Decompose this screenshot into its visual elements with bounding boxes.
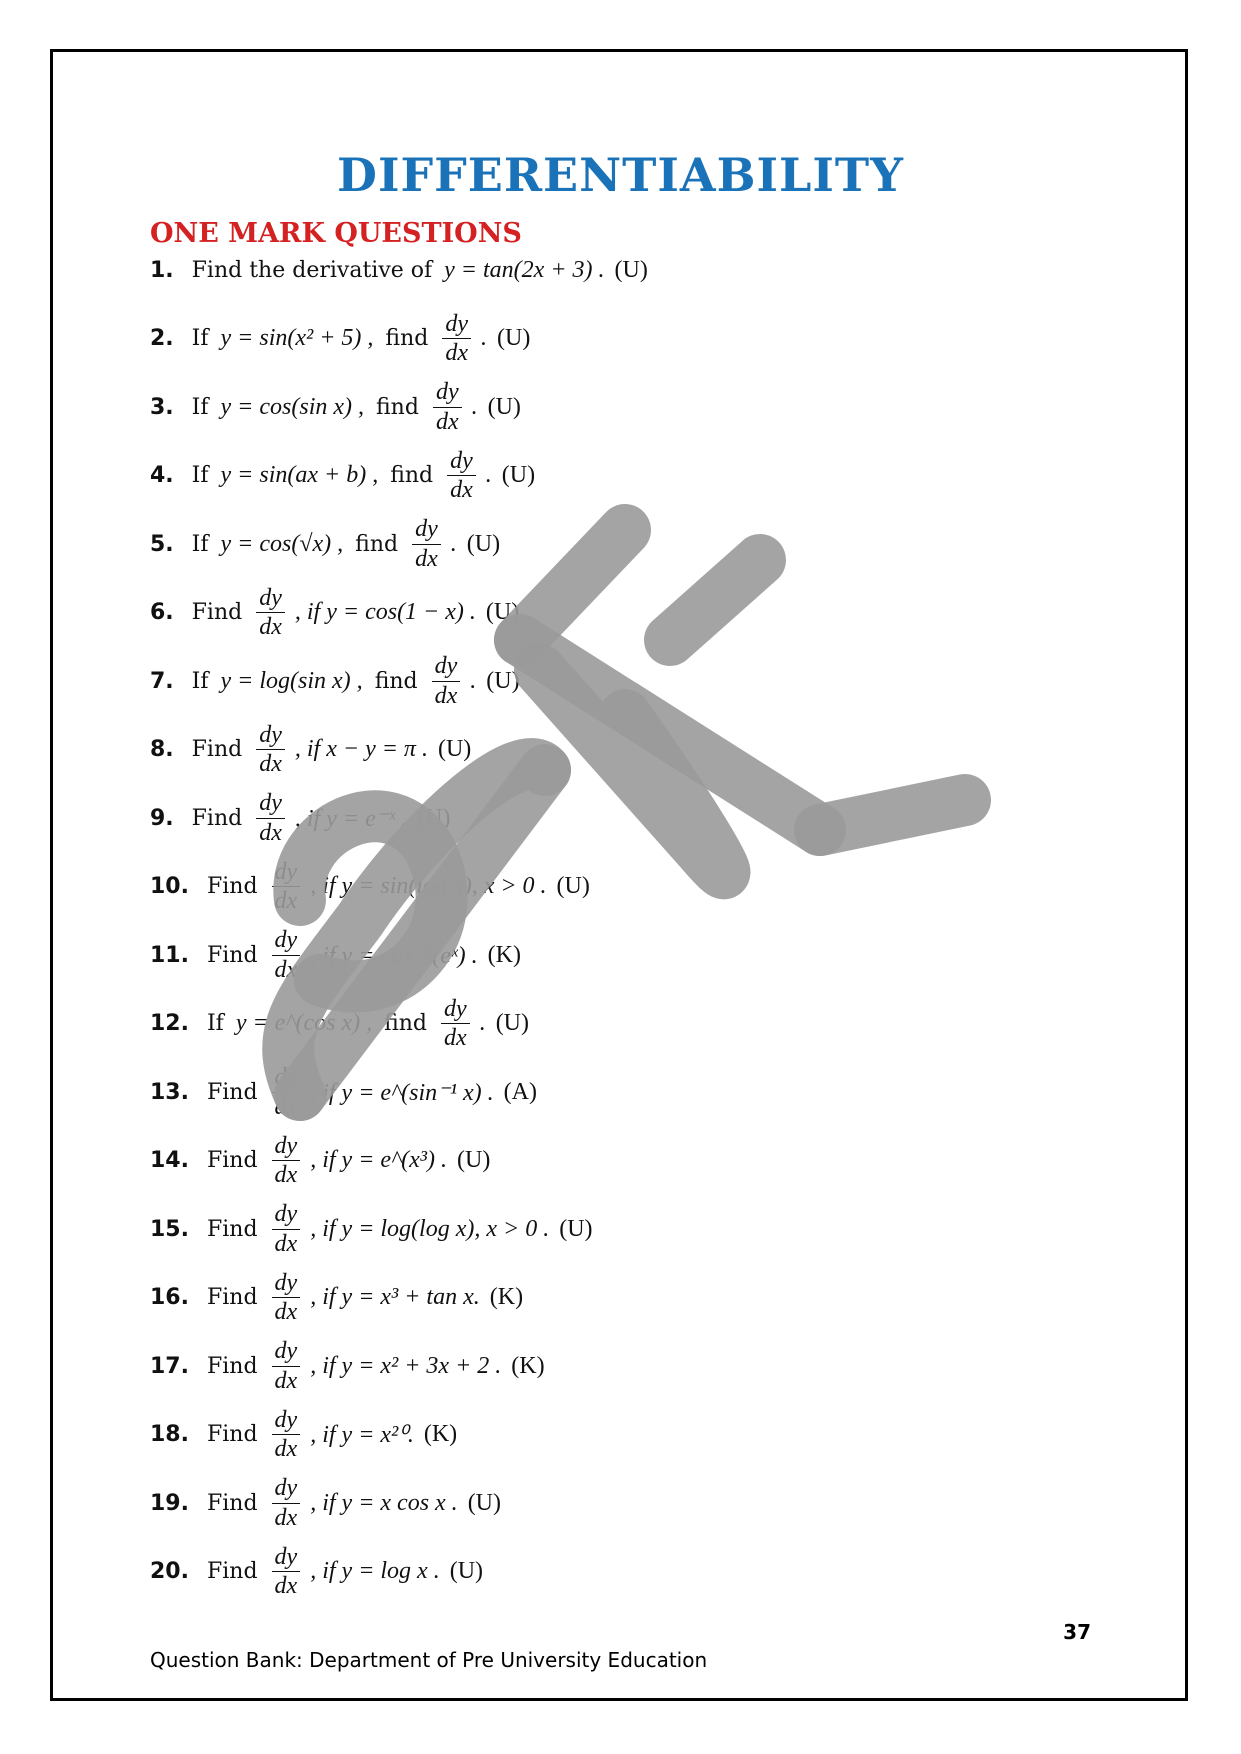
- fraction-denominator: dx: [274, 956, 298, 983]
- question-number: 10.: [150, 874, 189, 899]
- fraction-denominator: dx: [274, 1230, 298, 1257]
- question-condition: , if y = sin(log x), x > 0 .: [310, 873, 547, 899]
- question-item: [150, 512, 500, 576]
- question-item: [150, 1060, 537, 1124]
- dy-dx-fraction: [272, 1544, 301, 1600]
- question-number: 16.: [150, 1285, 189, 1310]
- question-lead-text: Find: [191, 600, 243, 625]
- question-condition: , if y = log x .: [310, 1558, 440, 1584]
- question-item: [150, 1266, 523, 1330]
- difficulty-tag: (U): [487, 393, 521, 420]
- difficulty-tag: (K): [489, 1284, 524, 1310]
- question-number: 12.: [150, 1011, 189, 1036]
- question-number: 19.: [150, 1490, 189, 1516]
- fraction-denominator: dx: [259, 751, 282, 777]
- difficulty-tag: (K): [511, 1352, 545, 1379]
- fraction-denominator: dx: [274, 1504, 298, 1531]
- dy-dx-fraction: [433, 379, 462, 435]
- question-expression: y = e^(cos x) ,: [235, 1010, 373, 1036]
- question-number: 5.: [150, 531, 174, 557]
- question-number: 1.: [150, 257, 174, 283]
- question-lead-text: Find: [206, 1285, 258, 1310]
- question-lead-text: If: [191, 531, 209, 557]
- difficulty-tag: (K): [423, 1421, 458, 1447]
- question-condition: , if x − y = π .: [294, 736, 428, 762]
- question-item: [150, 444, 535, 508]
- dy-dx-fraction: [272, 859, 301, 915]
- question-condition: , if y = x cos x .: [310, 1489, 458, 1516]
- question-item: [150, 1129, 490, 1193]
- fraction-numerator: dy: [447, 448, 476, 476]
- question-lead-text: Find: [206, 1353, 258, 1379]
- fraction-numerator: dy: [272, 1064, 301, 1092]
- fraction-numerator: dy: [272, 1475, 301, 1503]
- question-condition: , if y = e^(x³) .: [310, 1147, 447, 1173]
- question-item: [150, 307, 530, 371]
- difficulty-tag: (U): [437, 736, 472, 762]
- question-item: [150, 581, 519, 645]
- question-condition: .: [481, 325, 487, 351]
- question-condition: , if y = cos⁻¹(eˣ) .: [310, 942, 478, 969]
- dy-dx-fraction: [272, 1270, 301, 1326]
- difficulty-tag: (U): [497, 325, 531, 351]
- difficulty-tag: (U): [485, 599, 520, 625]
- question-expression: y = log(sin x) ,: [220, 667, 363, 694]
- difficulty-tag: (U): [467, 1489, 502, 1516]
- question-expression: y = sin(ax + b) ,: [220, 462, 379, 488]
- find-word: find: [376, 394, 419, 420]
- fraction-denominator: dx: [434, 682, 458, 709]
- difficulty-tag: (U): [486, 667, 520, 694]
- question-lead-text: Find: [191, 737, 243, 762]
- difficulty-tag: (A): [503, 1078, 537, 1105]
- find-word: find: [355, 531, 399, 557]
- question-condition: , if y = cos(1 − x) .: [294, 599, 476, 625]
- question-item: [150, 238, 648, 302]
- question-lead-text: Find: [191, 805, 243, 831]
- dy-dx-fraction: [432, 653, 461, 709]
- fraction-numerator: dy: [412, 516, 441, 544]
- question-item: [150, 1197, 593, 1261]
- question-expression: y = cos(sin x) ,: [220, 393, 364, 420]
- question-condition: , if y = log(log x), x > 0 .: [310, 1215, 550, 1242]
- difficulty-tag: (U): [556, 873, 590, 899]
- question-item: [150, 855, 590, 919]
- question-expression: y = cos(√x) ,: [220, 530, 344, 557]
- fraction-denominator: dx: [415, 545, 438, 572]
- fraction-numerator: dy: [442, 311, 471, 339]
- question-lead-text: Find: [206, 1490, 258, 1516]
- dy-dx-fraction: [272, 1338, 301, 1394]
- question-item: [150, 992, 529, 1056]
- question-item: [150, 1403, 457, 1467]
- question-number: 17.: [150, 1353, 189, 1379]
- question-condition: , if y = e^(sin⁻¹ x) .: [310, 1079, 494, 1106]
- question-condition: .: [450, 530, 457, 557]
- dy-dx-fraction: [272, 1407, 301, 1463]
- question-number: 3.: [150, 394, 174, 420]
- dy-dx-fraction: [442, 311, 471, 367]
- difficulty-tag: (U): [457, 1147, 491, 1173]
- question-item: [150, 923, 521, 987]
- fraction-numerator: dy: [256, 585, 285, 613]
- fraction-denominator: dx: [274, 1367, 298, 1394]
- find-word: find: [384, 1011, 428, 1036]
- question-number: 6.: [150, 600, 174, 625]
- fraction-denominator: dx: [274, 1436, 298, 1462]
- question-condition: .: [479, 1010, 486, 1036]
- question-lead-text: Find: [206, 874, 258, 899]
- question-condition: , if y = x² + 3x + 2 .: [310, 1352, 502, 1379]
- difficulty-tag: (U): [559, 1215, 593, 1242]
- question-number: 20.: [150, 1559, 189, 1584]
- question-number: 7.: [150, 668, 174, 694]
- question-condition: , if y = x²⁰.: [310, 1422, 414, 1448]
- fraction-numerator: dy: [256, 722, 285, 750]
- fraction-denominator: dx: [435, 408, 459, 435]
- find-word: find: [385, 326, 429, 351]
- dy-dx-fraction: [256, 585, 285, 641]
- question-item: [150, 786, 451, 850]
- dy-dx-fraction: [272, 1064, 301, 1120]
- dy-dx-fraction: [272, 1475, 301, 1531]
- question-number: 9.: [150, 805, 174, 831]
- question-number: 11.: [150, 942, 189, 968]
- question-number: 8.: [150, 737, 174, 762]
- fraction-numerator: dy: [272, 1133, 301, 1161]
- dy-dx-fraction: [272, 927, 301, 983]
- page-number: 37: [1063, 1620, 1091, 1644]
- question-lead-text: If: [191, 394, 209, 420]
- fraction-numerator: dy: [272, 1407, 301, 1435]
- fraction-denominator: dx: [444, 1025, 467, 1051]
- question-lead-text: Find: [206, 1559, 258, 1584]
- page-title: DIFFERENTIABILITY: [337, 148, 904, 202]
- difficulty-tag: (U): [501, 462, 536, 488]
- footer-text: Question Bank: Department of Pre University Education: [150, 1648, 708, 1672]
- question-number: 13.: [150, 1079, 189, 1105]
- find-word: find: [374, 668, 418, 694]
- fraction-numerator: dy: [272, 859, 301, 887]
- difficulty-tag: (U): [466, 530, 501, 557]
- fraction-denominator: dx: [274, 1299, 298, 1325]
- question-item: [150, 718, 471, 782]
- question-lead-text: If: [206, 1011, 224, 1036]
- difficulty-tag: (U): [449, 1558, 484, 1584]
- fraction-numerator: dy: [272, 1338, 301, 1366]
- question-condition: .: [485, 462, 492, 488]
- question-lead-text: Find: [206, 942, 258, 968]
- question-condition: .: [470, 667, 477, 694]
- fraction-denominator: dx: [274, 1093, 298, 1120]
- fraction-denominator: dx: [274, 1573, 298, 1599]
- fraction-numerator: dy: [272, 1270, 301, 1298]
- question-lead-text: If: [191, 668, 209, 694]
- fraction-denominator: dx: [274, 888, 298, 914]
- fraction-numerator: dy: [441, 996, 470, 1024]
- fraction-numerator: dy: [272, 927, 301, 955]
- question-item: [150, 1334, 545, 1398]
- question-lead-text: If: [191, 463, 209, 488]
- difficulty-tag: (U): [495, 1010, 530, 1036]
- fraction-numerator: dy: [272, 1544, 301, 1572]
- dy-dx-fraction: [256, 722, 285, 778]
- dy-dx-fraction: [272, 1133, 301, 1189]
- question-expression: y = tan(2x + 3) .: [444, 256, 605, 283]
- fraction-numerator: dy: [272, 1201, 301, 1229]
- dy-dx-fraction: [256, 790, 285, 846]
- fraction-denominator: dx: [445, 340, 468, 366]
- question-number: 18.: [150, 1422, 189, 1447]
- question-lead-text: Find: [206, 1422, 258, 1447]
- fraction-denominator: dx: [259, 614, 282, 640]
- difficulty-tag: (U): [614, 256, 648, 283]
- fraction-denominator: dx: [259, 819, 282, 846]
- question-lead-text: Find: [206, 1148, 258, 1173]
- fraction-denominator: dx: [450, 477, 473, 503]
- fraction-numerator: dy: [433, 379, 462, 407]
- fraction-numerator: dy: [256, 790, 285, 818]
- difficulty-tag: (U): [417, 804, 451, 831]
- question-number: 15.: [150, 1216, 189, 1242]
- question-condition: , if y = x³ + tan x.: [310, 1284, 480, 1310]
- question-item: [150, 1471, 501, 1535]
- dy-dx-fraction: [272, 1201, 301, 1257]
- question-number: 14.: [150, 1148, 189, 1173]
- find-word: find: [390, 463, 434, 488]
- question-lead-text: If: [191, 326, 209, 351]
- dy-dx-fraction: [447, 448, 476, 504]
- question-lead-text: Find the derivative of: [191, 257, 433, 283]
- question-condition: , if y = e⁻ˣ .: [294, 805, 408, 832]
- question-lead-text: Find: [206, 1079, 258, 1105]
- dy-dx-fraction: [412, 516, 441, 572]
- question-expression: y = sin(x² + 5) ,: [220, 325, 374, 351]
- fraction-denominator: dx: [274, 1162, 298, 1188]
- question-number: 4.: [150, 463, 174, 488]
- question-item: [150, 375, 521, 439]
- question-item: [150, 1540, 483, 1604]
- fraction-numerator: dy: [432, 653, 461, 681]
- question-number: 2.: [150, 326, 174, 351]
- question-lead-text: Find: [206, 1216, 258, 1242]
- dy-dx-fraction: [441, 996, 470, 1052]
- section-heading: ONE MARK QUESTIONS: [150, 218, 522, 249]
- question-item: [150, 649, 520, 713]
- question-condition: .: [471, 393, 478, 420]
- difficulty-tag: (K): [487, 941, 521, 968]
